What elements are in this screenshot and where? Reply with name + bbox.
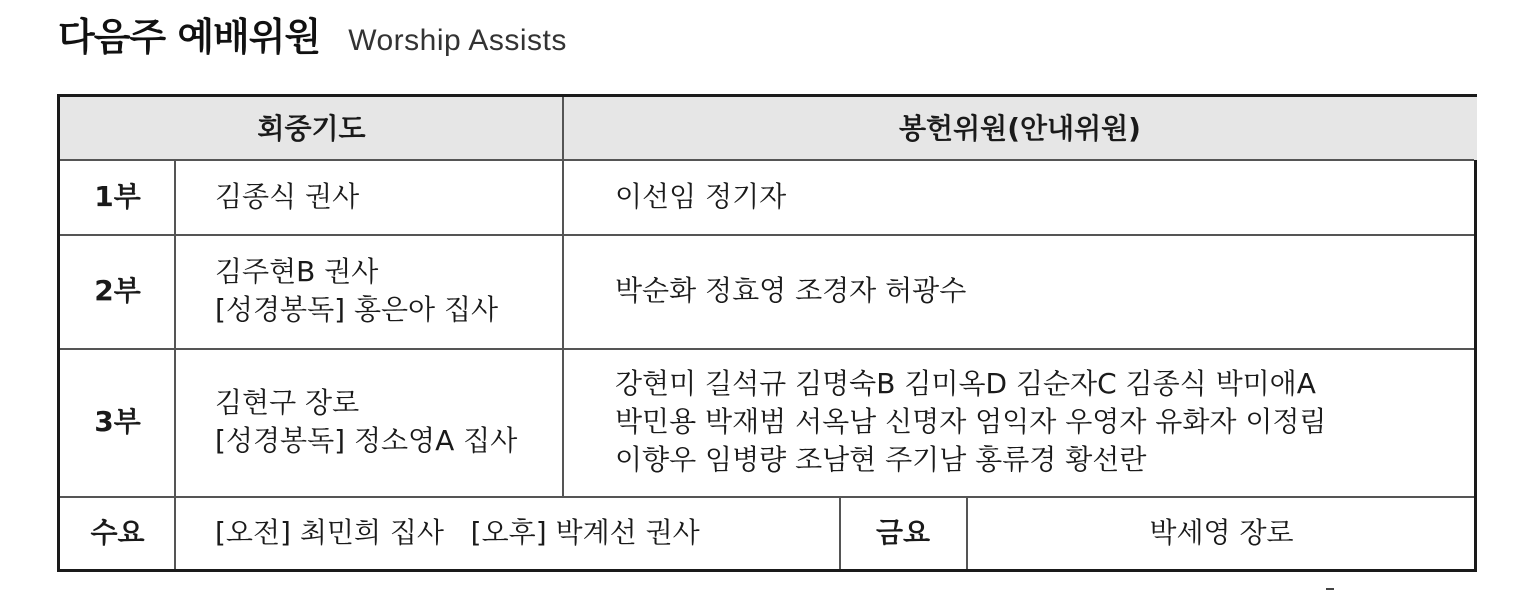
row-divider [60,496,1474,498]
wednesday-label: 수요 [90,515,145,549]
prayer-line: 김종식 권사 [215,180,360,213]
service-label-1: 1부 [94,180,141,213]
offering-line: 박민용 박재범 서옥남 신명자 엄익자 우영자 유화자 이정림 [615,405,1327,438]
offering-line: 이향우 임병량 조남현 주기남 홍류경 황선란 [615,443,1147,476]
header-offering: 봉헌위원(안내위원) [563,97,1477,160]
header-prayer: 회중기도 [60,97,563,160]
column-divider [839,496,841,569]
friday-value: 박세영 장로 [1149,515,1294,549]
page-mark [1326,588,1334,594]
column-divider [562,97,564,496]
prayer-cell-3 [215,348,560,496]
prayer-cell-2 [215,234,560,348]
worship-assists-table [57,94,1477,572]
prayer-cell-1 [215,160,560,234]
title-english: Worship Assists [348,24,567,57]
offering-line: 강현미 길석규 김명숙B 김미옥D 김순자C 김종식 박미애A [615,367,1316,400]
prayer-line: 김현구 장로 [215,386,360,419]
offering-line: 이선임 정기자 [615,180,787,213]
service-label-3: 3부 [94,405,141,438]
row-divider [60,159,1474,161]
friday-label: 금요 [875,515,931,549]
offering-line: 박순화 정효영 조경자 허광수 [615,274,967,307]
page-title [58,6,567,62]
offering-cell-3 [615,348,1475,496]
service-label-2: 2부 [94,274,141,307]
row-divider [60,348,1474,350]
row-divider [60,234,1474,236]
prayer-line: [성경봉독] 홍은아 집사 [215,293,499,326]
offering-cell-1 [615,160,1475,234]
wednesday-value: [오전] 최민희 집사 [오후] 박계선 권사 [215,515,700,549]
title-korean: 다음주 예배위원 [58,15,321,59]
prayer-line: 김주현B 권사 [215,255,379,288]
offering-cell-2 [615,234,1475,348]
column-divider [966,496,968,569]
prayer-line: [성경봉독] 정소영A 집사 [215,424,518,457]
column-divider [174,160,176,569]
